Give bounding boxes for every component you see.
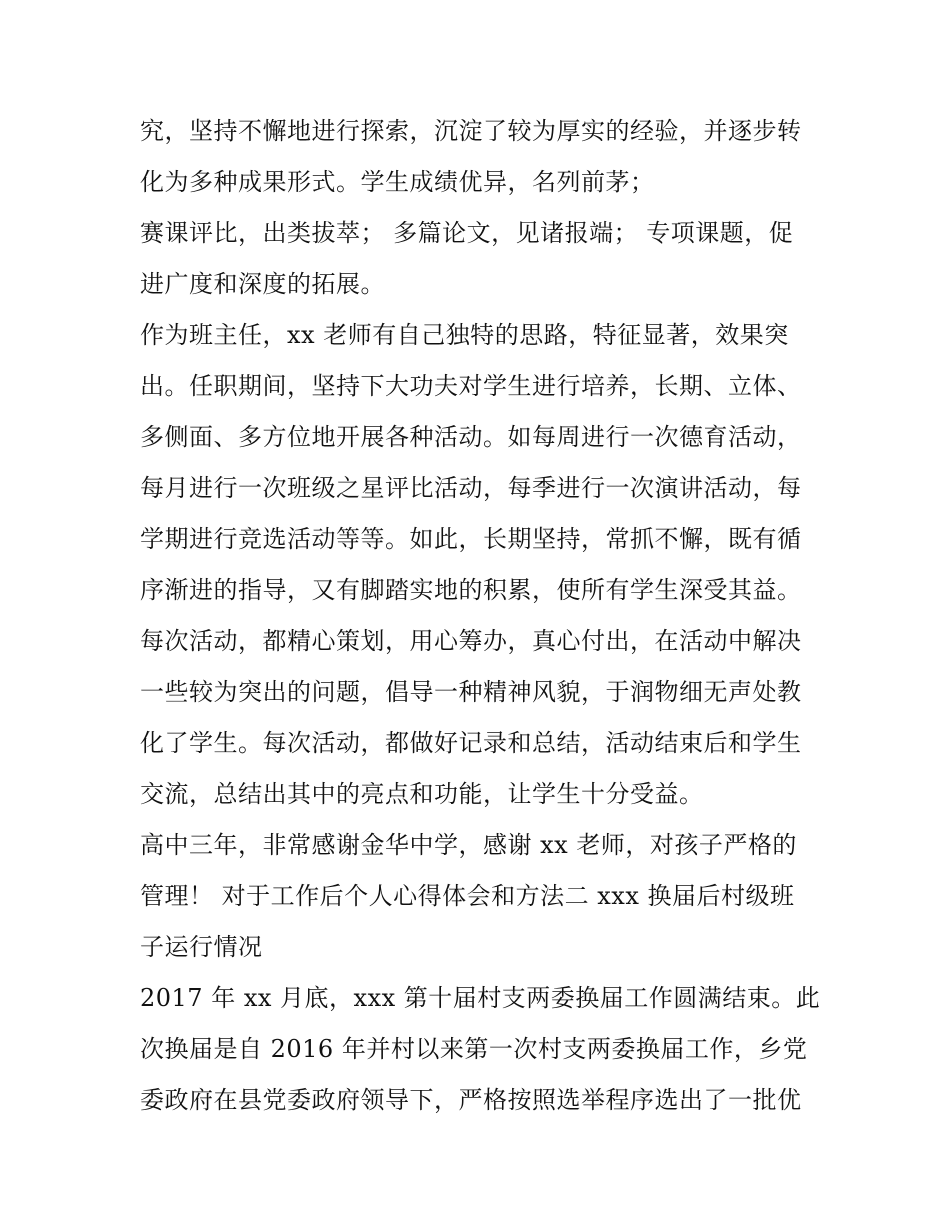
text-line: 每次活动，都精心策划，用心筹办，真心付出，在活动中解决 [140, 627, 802, 655]
text-line: 出。任职期间，坚持下大功夫对学生进行培养，长期、立体、 [140, 372, 802, 400]
text-line: 委政府在县党委政府领导下，严格按照选举程序选出了一批优 [140, 1086, 802, 1114]
text-line: 管理！ 对于工作后个人心得体会和方法二 xxx 换届后村级班 [140, 882, 795, 910]
text-line: 2017 年 xx 月底，xxx 第十届村支两委换届工作圆满结束。此 [140, 984, 821, 1012]
text-line: 化了学生。每次活动，都做好记录和总结，活动结束后和学生 [140, 729, 802, 757]
text-line: 序渐进的指导，又有脚踏实地的积累，使所有学生深受其益。 [140, 576, 802, 604]
text-line: 学期进行竞选活动等等。如此，长期坚持，常抓不懈，既有循 [140, 525, 802, 553]
text-line: 究，坚持不懈地进行探索，沉淀了较为厚实的经验，并逐步转 [140, 117, 802, 145]
text-line: 作为班主任，xx 老师有自己独特的思路，特征显著，效果突 [140, 321, 789, 349]
text-line: 多侧面、多方位地开展各种活动。如每周进行一次德育活动， [140, 423, 802, 451]
text-line: 交流，总结出其中的亮点和功能，让学生十分受益。 [140, 780, 704, 808]
text-line: 子运行情况 [140, 933, 263, 961]
text-line: 赛课评比，出类拔萃； 多篇论文，见诸报端； 专项课题，促 [140, 219, 794, 247]
document-body [140, 106, 820, 1126]
text-line: 一些较为突出的问题，倡导一种精神风貌，于润物细无声处教 [140, 678, 802, 706]
text-line: 进广度和深度的拓展。 [140, 270, 385, 298]
text-line: 每月进行一次班级之星评比活动，每季进行一次演讲活动，每 [140, 474, 802, 502]
text-line: 高中三年，非常感谢金华中学，感谢 xx 老师，对孩子严格的 [140, 831, 797, 859]
text-line: 次换届是自 2016 年并村以来第一次村支两委换届工作，乡党 [140, 1035, 808, 1063]
text-line: 化为多种成果形式。学生成绩优异，名列前茅； [140, 168, 655, 196]
